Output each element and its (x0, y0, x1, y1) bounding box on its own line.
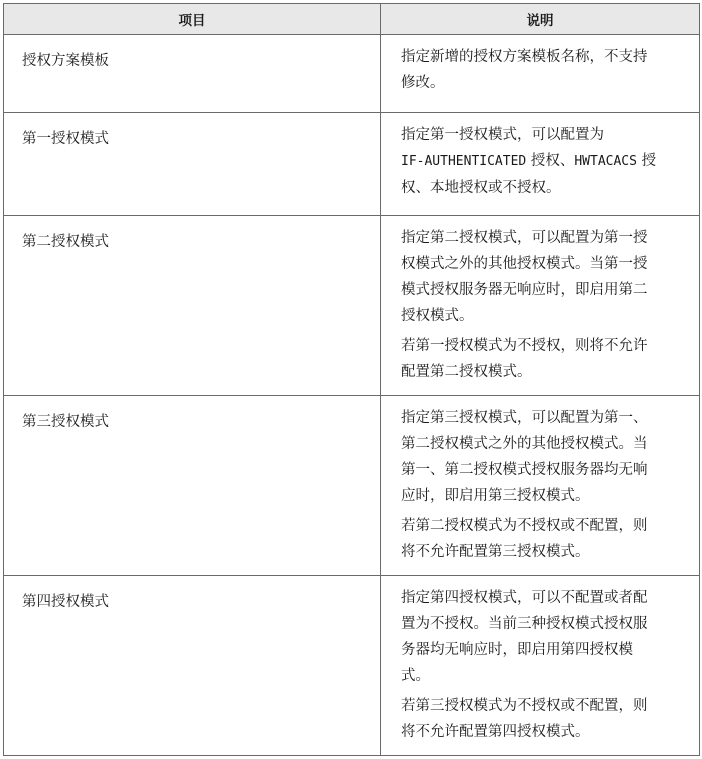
description-note: 若第三授权模式为不授权或不配置，则 将不允许配置第四授权模式。 (401, 698, 648, 740)
item-cell: 授权方案模板 (4, 35, 381, 113)
table-header-row (4, 4, 700, 35)
item-cell: 第二授权模式 (4, 216, 381, 396)
item-cell: 第一授权模式 (4, 113, 381, 216)
description-paragraph: 指定新增的授权方案模板名称，不支持 修改。 (401, 49, 648, 91)
parameter-table (3, 3, 700, 756)
header-item: 项目 (4, 4, 381, 35)
table-row (4, 216, 700, 396)
item-cell: 第三授权模式 (4, 396, 381, 576)
table-row (4, 576, 700, 756)
description-cell (381, 396, 700, 576)
table-row (4, 35, 700, 113)
description-paragraph: 指定第一授权模式，可以配置为 IF-AUTHENTICATED 授权、HWTACACS 授 权、本地授权或不授权。 (401, 127, 657, 196)
description-paragraph: 指定第二授权模式，可以配置为第一授 权模式之外的其他授权模式。当第一授 模式授权服务器无响应时，即启用第二 授权模式。 (401, 230, 648, 324)
description-cell (381, 113, 700, 216)
description-cell (381, 576, 700, 756)
description-cell (381, 216, 700, 396)
table-row (4, 113, 700, 216)
header-description: 说明 (381, 4, 700, 35)
description-cell (381, 35, 700, 113)
description-paragraph: 指定第四授权模式，可以不配置或者配 置为不授权。当前三种授权模式授权服 务器均无响应时，即启用第四授权模 式。 (401, 590, 648, 684)
table-row (4, 396, 700, 576)
description-paragraph: 指定第三授权模式，可以配置为第一、 第二授权模式之外的其他授权模式。当 第一、第二授权模式授权服务器均无响 应时，即启用第三授权模式。 (401, 410, 648, 504)
item-cell: 第四授权模式 (4, 576, 381, 756)
description-note: 若第二授权模式为不授权或不配置，则 将不允许配置第三授权模式。 (401, 518, 648, 560)
description-note: 若第一授权模式为不授权，则将不允许 配置第二授权模式。 (401, 338, 648, 380)
